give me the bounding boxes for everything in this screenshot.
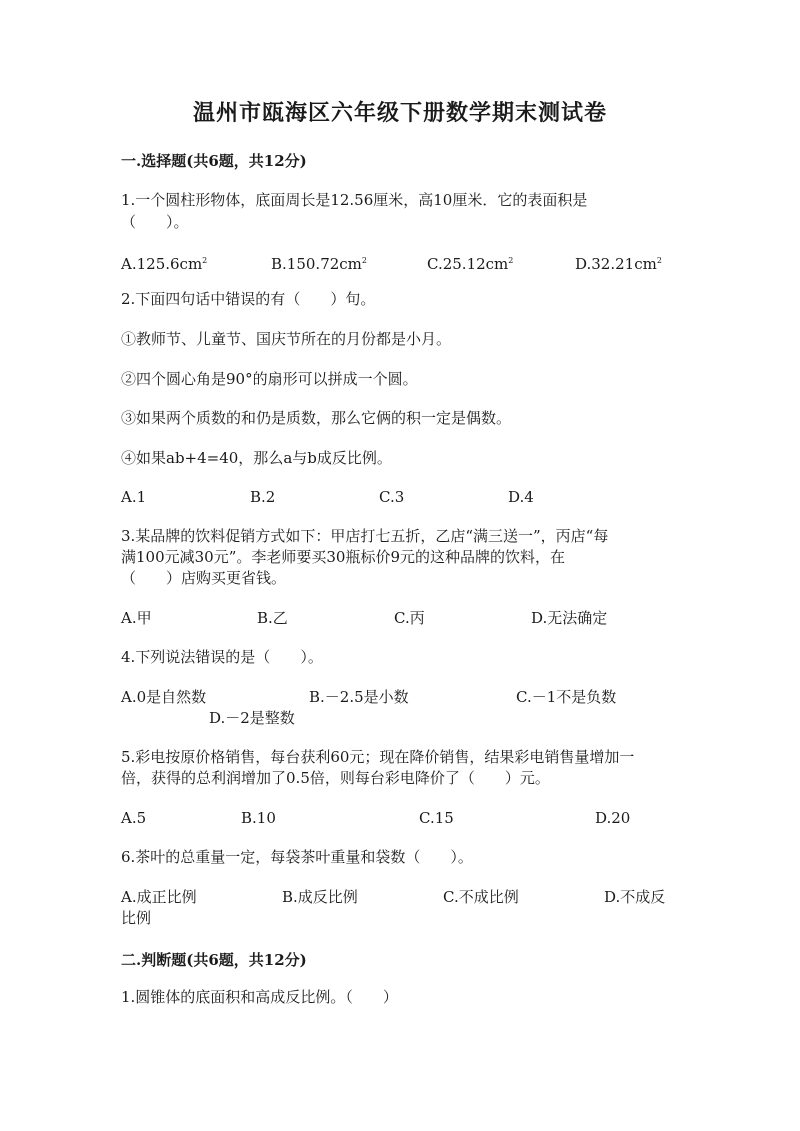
question-2-statement-3: ③如果两个质数的和仍是质数，那么它俩的积一定是偶数。 — [121, 409, 512, 427]
q6-option-d: D.不成反 — [604, 888, 666, 906]
question-5-line-2: 倍，获得的总利润增加了0.5倍，则每台彩电降价了（ ）元。 — [121, 769, 550, 787]
q1-option-d: $D.32.21cm^2$ — [575, 255, 662, 273]
q3-option-d: D.无法确定 — [531, 609, 608, 627]
q4-option-d: D.－2是整数 — [209, 709, 295, 727]
q3-option-a: A.甲 — [121, 609, 152, 627]
question-5-line-1: 5.彩电按原价格销售，每台获利60元；现在降价销售，结果彩电销售量增加一 — [121, 748, 635, 766]
question-6-stem: 6.茶叶的总重量一定，每袋茶叶重量和袋数（ ）。 — [121, 848, 473, 866]
q4-option-b: B.－2.5是小数 — [309, 688, 409, 706]
q6-option-b: B.成反比例 — [282, 888, 358, 906]
question-3-line-2: 满100元减30元”。李老师要买30瓶标价9元的这种品牌的饮料，在 — [121, 548, 566, 566]
q5-option-b: B.10 — [241, 809, 276, 827]
question-3-line-3: （ ）店购买更省钱。 — [121, 569, 287, 587]
q2-option-c: C.3 — [379, 488, 405, 506]
q3-option-c: C.丙 — [394, 609, 425, 627]
question-3-line-1: 3.某品牌的饮料促销方式如下：甲店打七五折，乙店“满三送一”，丙店“每 — [121, 527, 609, 545]
q5-option-c: C.15 — [419, 809, 454, 827]
q2-option-b: B.2 — [250, 488, 276, 506]
q3-option-b: B.乙 — [257, 609, 288, 627]
q6-option-a: A.成正比例 — [121, 888, 197, 906]
q6-option-d-continued: 比例 — [121, 909, 152, 927]
q4-option-a: A.0是自然数 — [121, 688, 207, 706]
question-2-statement-4: ④如果ab+4=40，那么a与b成反比例。 — [121, 449, 392, 467]
question-2-stem: 2.下面四句话中错误的有（ ）句。 — [121, 290, 376, 308]
q5-option-d: D.20 — [595, 809, 631, 827]
section-heading-choice: 一.选择题(共6题，共12分) — [121, 152, 307, 170]
q1-option-a: $A.125.6cm^2$ — [121, 255, 208, 273]
question-4-stem: 4.下列说法错误的是（ ）。 — [121, 648, 323, 666]
judgement-1-stem: 1.圆锥体的底面积和高成反比例。（ ） — [121, 988, 398, 1006]
question-2-statement-2: ②四个圆心角是90°的扇形可以拼成一个圆。 — [121, 370, 418, 388]
q1-option-c: $C.25.12cm^2$ — [427, 255, 514, 273]
q4-option-c: C.－1不是负数 — [516, 688, 617, 706]
q2-option-d: D.4 — [508, 488, 534, 506]
question-1-line-1: 1.一个圆柱形物体，底面周长是12.56厘米，高10厘米．它的表面积是 — [121, 191, 588, 209]
q2-option-a: A.1 — [121, 488, 147, 506]
q5-option-a: A.5 — [121, 809, 147, 827]
page-title: 温州市瓯海区六年级下册数学期末测试卷 — [192, 100, 607, 126]
q1-option-b: $B.150.72cm^2$ — [271, 255, 367, 273]
question-2-statement-1: ①教师节、儿童节、国庆节所在的月份都是小月。 — [121, 330, 452, 348]
section-heading-judgement: 二.判断题(共6题，共12分) — [121, 951, 307, 969]
q6-option-c: C.不成比例 — [443, 888, 519, 906]
question-1-line-2: （ ）。 — [121, 213, 189, 231]
